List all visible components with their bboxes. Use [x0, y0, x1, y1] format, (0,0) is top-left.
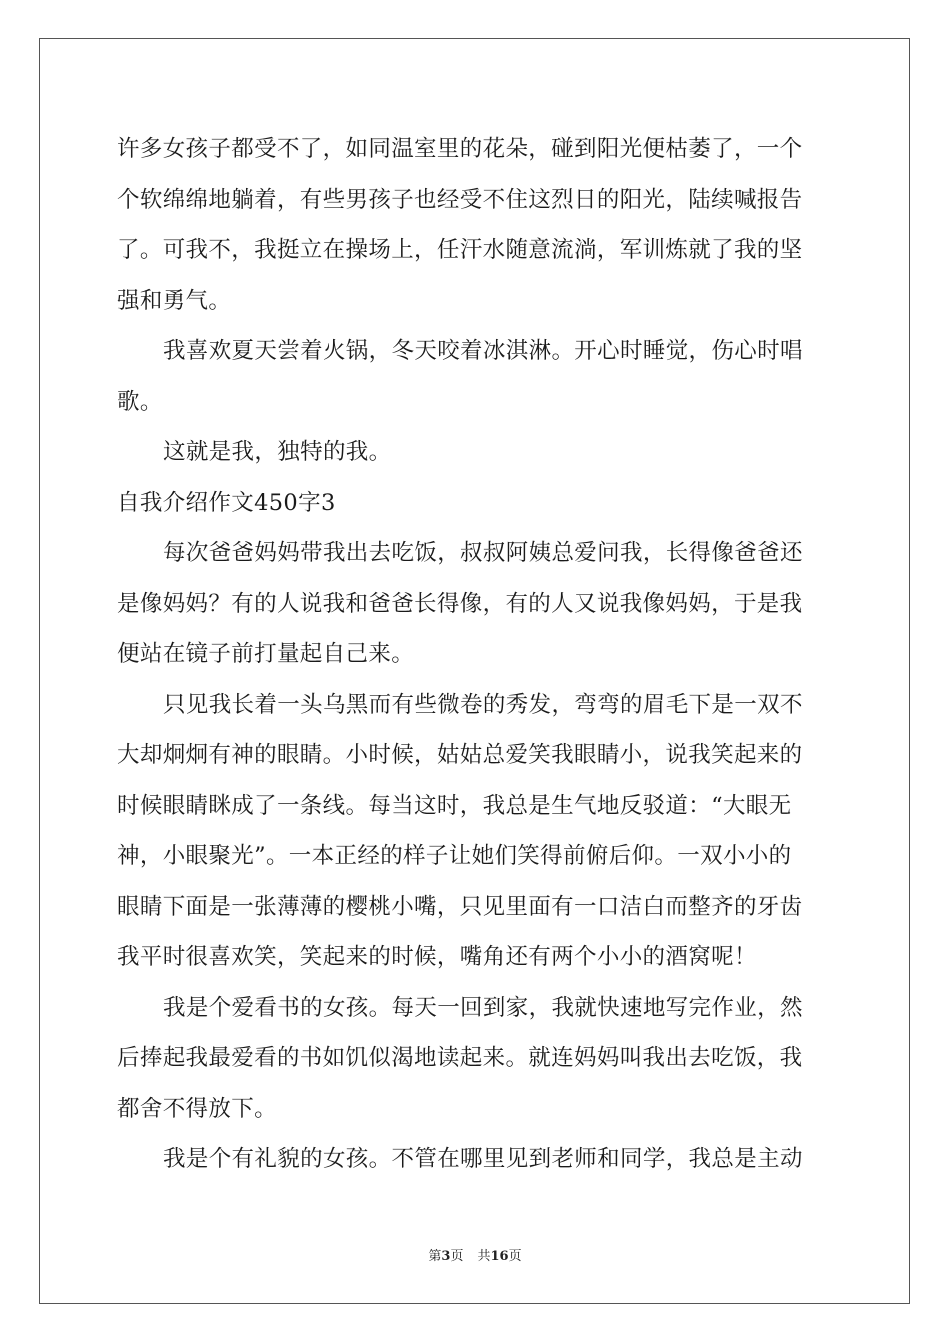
total-pages: 16: [490, 1249, 509, 1264]
document-body: [117, 124, 833, 1185]
text-line-11: 便站在镜子前打量起自己来。: [117, 641, 415, 667]
text-line-2: 个软绵绵地躺着，有些男孩子也经受不住这烈日的阳光，陆续喊报告: [117, 186, 803, 213]
text-line-12: 只见我长着一头乌黑而有些微卷的秀发，弯弯的眉毛下是一双不: [163, 691, 803, 718]
text-line-13: 大却炯炯有神的眼睛。小时候，姑姑总爱笑我眼睛小，说我笑起来的: [117, 742, 803, 768]
text-line-19: 后捧起我最爱看的书如饥似渴地读起来。就连妈妈叫我出去吃饭，我: [117, 1045, 803, 1071]
total-suffix: 页: [508, 1249, 522, 1264]
page-prefix: 第: [428, 1249, 442, 1264]
section-heading: 自我介绍作文450字3: [117, 489, 336, 516]
text-line-16: 眼睛下面是一张薄薄的樱桃小嘴，只见里面有一口洁白而整齐的牙齿: [117, 893, 803, 920]
text-line-7: 这就是我，独特的我。: [163, 439, 392, 465]
total-prefix: 共: [477, 1249, 491, 1264]
page-footer: [0, 1248, 950, 1266]
text-line-10: 是像妈妈？有的人说我和爸爸长得像，有的人又说我像妈妈，于是我: [117, 590, 803, 617]
text-line-17: 我平时很喜欢笑，笑起来的时候，嘴角还有两个小小的酒窝呢！: [117, 944, 757, 970]
text-line-20: 都舍不得放下。: [117, 1095, 277, 1122]
page-number: 3: [441, 1249, 451, 1264]
text-line-9: 每次爸爸妈妈带我出去吃饭，叔叔阿姨总爱问我，长得像爸爸还: [163, 540, 803, 566]
text-line-3: 了。可我不，我挺立在操场上，任汗水随意流淌，军训炼就了我的坚: [117, 237, 803, 263]
text-line-15: 神，小眼聚光”。一本正经的样子让她们笑得前俯后仰。一双小小的: [117, 843, 792, 869]
page-suffix: 页: [450, 1249, 464, 1264]
text-line-1: 许多女孩子都受不了，如同温室里的花朵，碰到阳光便枯萎了，一个: [117, 136, 803, 162]
text-line-6: 歌。: [117, 388, 163, 415]
text-line-5: 我喜欢夏天尝着火锅，冬天咬着冰淇淋。开心时睡觉，伤心时唱: [163, 338, 803, 364]
text-line-21: 我是个有礼貌的女孩。不管在哪里见到老师和同学，我总是主动: [163, 1146, 803, 1172]
text-line-4: 强和勇气。: [117, 287, 232, 314]
text-line-18: 我是个爱看书的女孩。每天一回到家，我就快速地写完作业，然: [163, 994, 803, 1021]
text-line-14: 时候眼睛眯成了一条线。每当这时，我总是生气地反驳道：“大眼无: [117, 792, 792, 819]
